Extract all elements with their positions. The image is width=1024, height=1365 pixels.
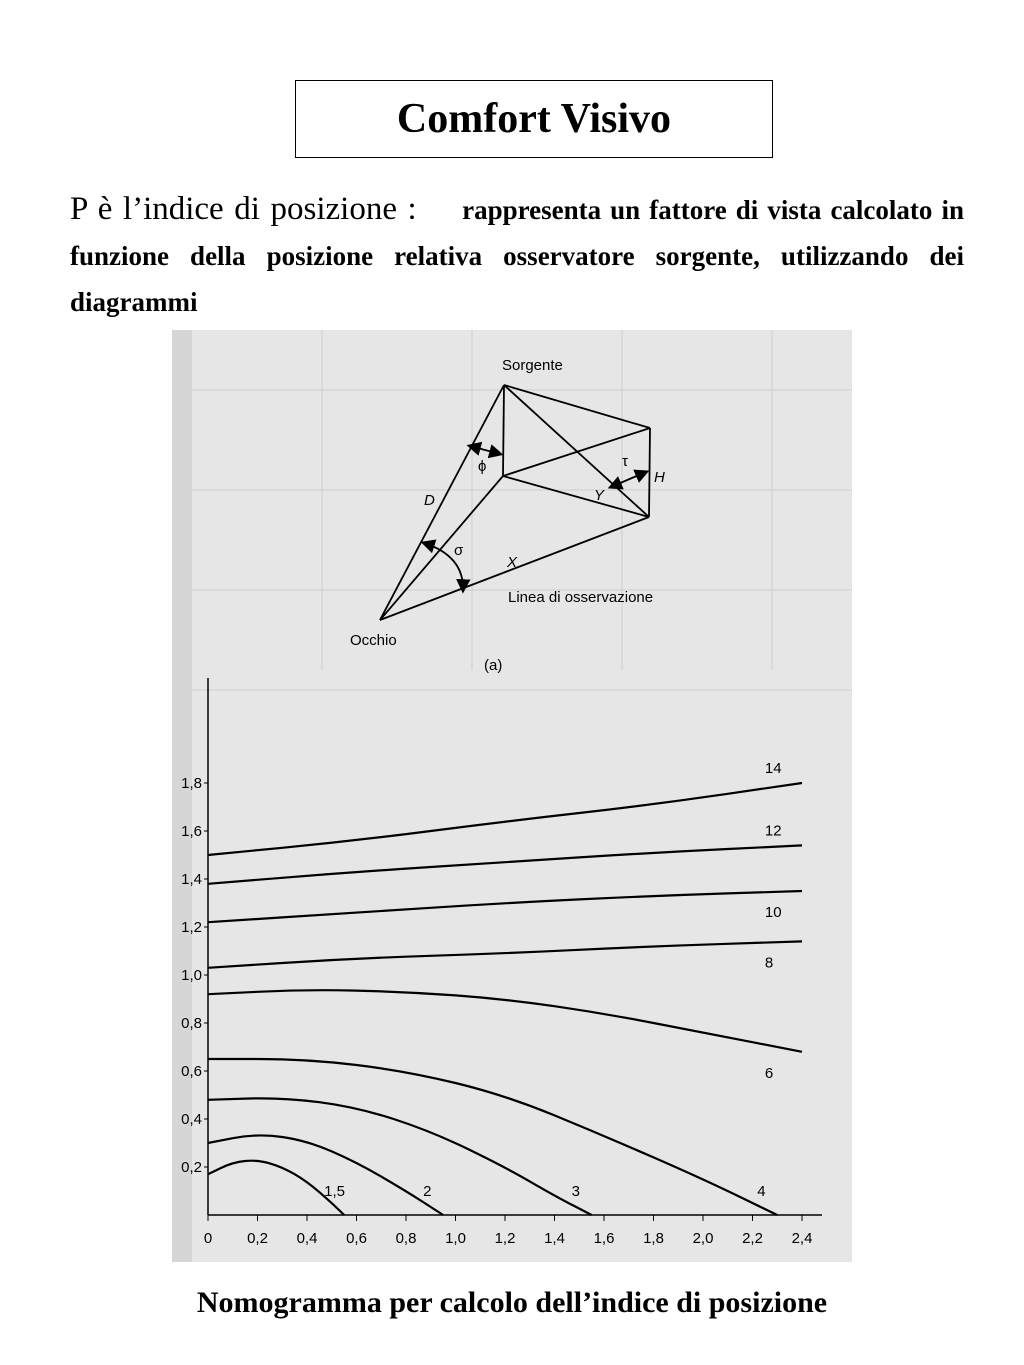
series-label: 14 <box>764 760 782 777</box>
y-tick-label: 0,6 <box>181 1063 202 1080</box>
intro-lead: P è l’indice di posizione : <box>70 191 417 227</box>
series-label: 8 <box>764 954 774 972</box>
label-H: H <box>654 469 665 486</box>
x-tick-label: 1,4 <box>544 1230 565 1247</box>
title-box <box>295 80 773 158</box>
intro-paragraph <box>70 186 964 325</box>
label-source: Sorgente <box>502 357 563 374</box>
page-title: Comfort Visivo <box>396 96 672 142</box>
x-tick-label: 1,6 <box>593 1230 615 1247</box>
label-phi: ϕ <box>478 458 487 475</box>
scan-background <box>172 330 852 1262</box>
y-tick-label: 0,4 <box>181 1111 202 1128</box>
series-label: 3 <box>571 1182 580 1200</box>
scanned-figure <box>172 330 852 1262</box>
y-tick-label: 1,0 <box>181 967 202 984</box>
x-tick-label: 1,8 <box>643 1230 664 1247</box>
intro-body: rappresenta un fattore di vista calcolato in funzione della posizione relativa osservatore sorgente, utilizzando dei diagrammi <box>70 195 964 317</box>
series-label: 4 <box>757 1182 766 1200</box>
x-tick-label: 0,2 <box>247 1230 268 1247</box>
series-label: 1,5 <box>324 1182 345 1200</box>
label-Y: Y <box>594 487 605 504</box>
x-tick-label: 2,2 <box>742 1230 763 1247</box>
y-tick-label: 1,2 <box>181 919 202 936</box>
y-tick-label: 0,2 <box>181 1159 202 1176</box>
label-panel: (a) <box>484 657 503 674</box>
y-tick-label: 1,6 <box>181 823 202 840</box>
figure-caption: Nomogramma per calcolo dell’indice di posizione <box>196 1286 828 1319</box>
label-sight-line: Linea di osservazione <box>508 589 654 606</box>
x-tick-label: 1,2 <box>494 1230 516 1247</box>
figure-svg <box>172 330 852 1262</box>
y-tick-label: 1,4 <box>181 871 202 888</box>
y-tick-label: 0,8 <box>181 1015 202 1032</box>
label-X: X <box>507 554 518 571</box>
label-eye: Occhio <box>350 632 397 649</box>
label-D: D <box>424 492 435 509</box>
x-tick-label: 0,8 <box>395 1230 417 1247</box>
x-tick-label: 0 <box>203 1230 213 1247</box>
label-tau: τ <box>622 453 628 470</box>
x-tick-label: 2,0 <box>692 1230 714 1247</box>
series-label: 6 <box>764 1064 774 1082</box>
x-tick-label: 0,6 <box>346 1230 367 1247</box>
series-label: 2 <box>423 1182 432 1200</box>
series-label: 10 <box>764 904 782 921</box>
label-sigma: σ <box>454 542 464 559</box>
series-label: 12 <box>764 822 782 840</box>
y-tick-label: 1,8 <box>181 775 202 792</box>
x-tick-label: 1,0 <box>445 1230 466 1247</box>
x-tick-label: 0,4 <box>296 1230 318 1247</box>
x-tick-label: 2,4 <box>791 1230 813 1247</box>
